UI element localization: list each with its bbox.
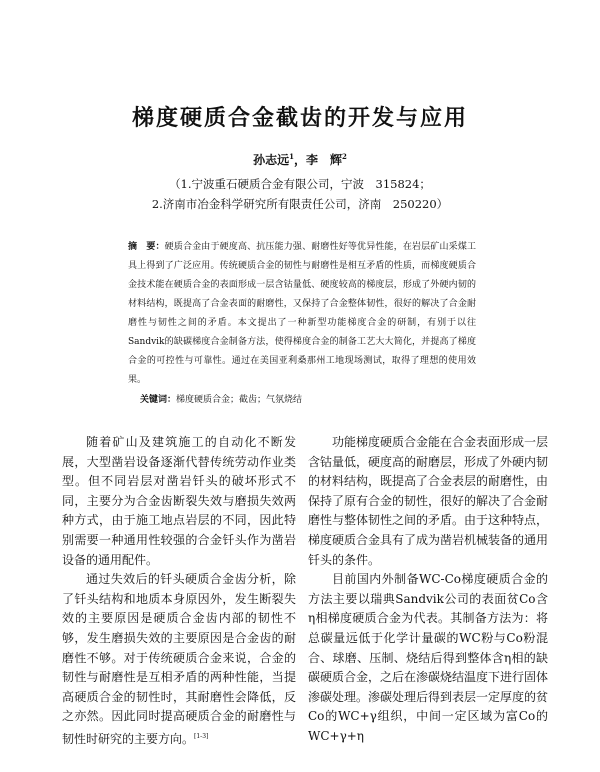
author-2: 李 辉 bbox=[306, 153, 343, 167]
affiliation-1: （1.宁波重石硬质合金有限公司，宁波 315824； bbox=[169, 177, 431, 191]
body-right-column bbox=[308, 433, 548, 747]
body-paragraph bbox=[62, 570, 296, 749]
author-2-affiliation-mark: 2 bbox=[342, 152, 347, 161]
author-1-affiliation-mark: 1 bbox=[289, 152, 294, 161]
body-paragraph-text: 通过失效后的钎头硬质合金齿分析，除了钎头结构和地质本身原因外，发生断裂失效的主要原因是硬质合金齿内部的韧性不够，发生磨损失效的主要原因是合金齿的耐磨性不够。对于传统硬质合金来说，合金的韧性与耐磨性是互相矛盾的两种性能，当提高硬质合金的韧性时，其耐磨性会降低，反之亦然。因此同时提高硬质合金的耐磨性与韧性时研究的主要方向。 bbox=[62, 572, 296, 746]
abstract bbox=[128, 238, 476, 390]
author-1: 孙志远 bbox=[253, 153, 290, 167]
body-paragraph: 随着矿山及建筑施工的自动化不断发展，大型凿岩设备逐渐代替传统劳动作业类型。但不同岩层对凿岩钎头的破坏形式不同，主要分为合金齿断裂失效与磨损失效两种方式，由于施工地点岩层的不同，因此特别需要一种通用性较强的合金钎头作为凿岩设备的通用配件。 bbox=[62, 435, 296, 567]
citation-ref: [1-3] bbox=[194, 732, 209, 740]
paper-title: 梯度硬质合金截齿的开发与应用 bbox=[131, 105, 468, 131]
keywords-text: 梯度硬质合金；截齿；气氛烧结 bbox=[176, 395, 303, 405]
abstract-label: 摘 要： bbox=[128, 242, 165, 252]
authors bbox=[0, 151, 600, 168]
author-separator: ， bbox=[293, 153, 306, 167]
abstract-text: 硬质合金由于硬度高、抗压能力强、耐磨性好等优异性能，在岩层矿山采煤工具上得到了广泛应用。传统硬质合金的韧性与耐磨性是相互矛盾的性质，而梯度硬质合金技术能在硬质合金的表面形成一层含钴量低、硬度较高的梯度层，形成了外硬内韧的材料结构，既提高了合金表面的耐磨性，又保持了合金整体韧性，很好的解决了合金耐磨性与韧性之间的矛盾。本文提出了一种新型功能梯度合金的研制，有别于以往Sandvik的缺碳梯度合金制备方法，使得梯度合金的制备工艺大大简化，并提高了梯度合金的可控性与可靠性。通过在美国亚利桑那州工地现场测试，取得了理想的使用效果。 bbox=[128, 242, 476, 385]
keywords bbox=[140, 393, 476, 407]
body-paragraph: 目前国内外制备WC-Co梯度硬质合金的方法主要以瑞典Sandvik公司的表面贫Co含η相梯度硬质合金为代表。其制备方法为：将总碳量远低于化学计量碳的WC粉与Co粉混合、球磨、压制、烧结后得到整体含η相的缺碳硬质合金，之后在渗碳烧结温度下进行固体渗碳处理。渗碳处理后得到表层一定厚度的贫Co的WC+γ组织，中间一定区域为富Co的WC+γ+η bbox=[308, 572, 549, 743]
affiliation-2: 2.济南市冶金科学研究所有限责任公司，济南 250220） bbox=[151, 197, 449, 211]
body-left-column bbox=[62, 433, 296, 750]
body-paragraph: 功能梯度硬质合金能在合金表面形成一层含钴量低，硬度高的耐磨层，形成了外硬内韧的材料结构，既提高了合金表层的耐磨性，由保持了原有合金的韧性，很好的解决了合金耐磨性与整体韧性之间的矛盾。由于这种特点，梯度硬质合金具有了成为凿岩机械装备的通用钎头的条件。 bbox=[308, 435, 549, 567]
keywords-label: 关键词： bbox=[140, 395, 177, 405]
